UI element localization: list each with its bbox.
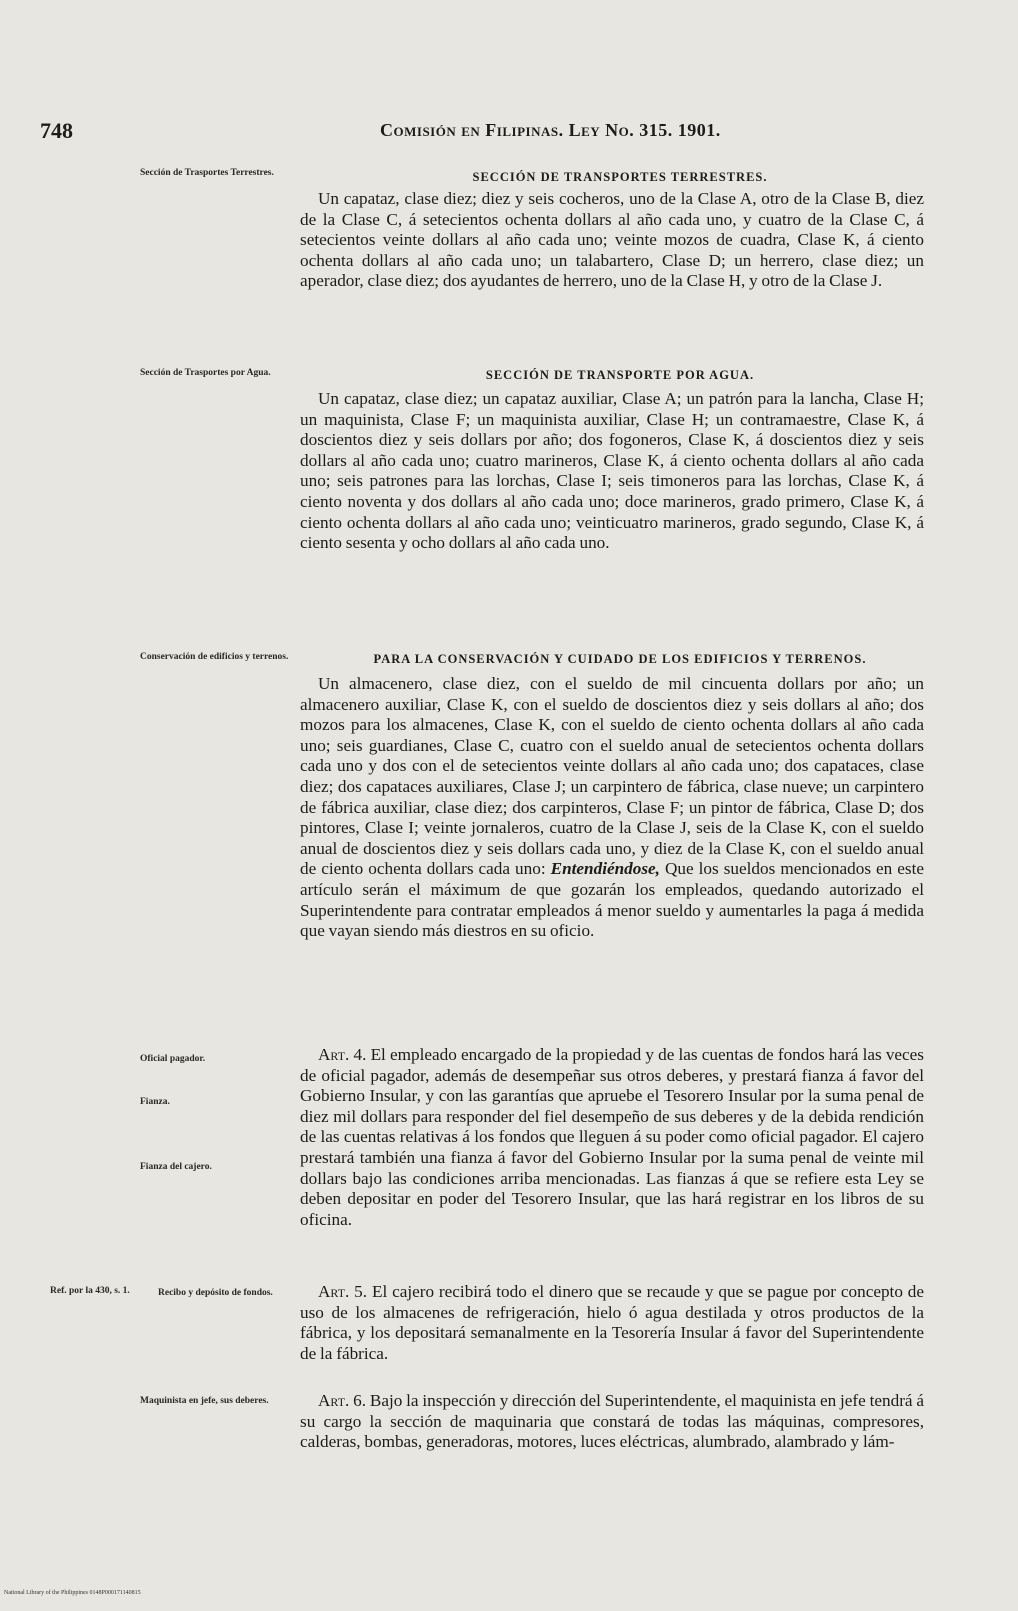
margin-note: Oficial pagador. (140, 1054, 206, 1064)
section-heading: SECCIÓN DE TRANSPORTES TERRESTRES. (472, 170, 768, 184)
page-number: 748 (40, 118, 73, 143)
article-label: Art. 5. (318, 1282, 368, 1301)
paragraph-text: Que los sueldos mencionados en este artículo serán el máximum de que gozarán los empleados, quedando autorizado el Superintendente para contratar empleados á menor sueldo y aumentarles la paga á medida que vayan siendo más diestros en su oficio. (300, 859, 925, 941)
margin-note: Sección de Trasportes Terrestres. (140, 168, 274, 178)
paragraph: Un capataz, clase diez; un capataz auxiliar, Clase A; un patrón para la lancha, Clase H; un maquinista, Clase F; un maquinista auxiliar, Clase H; un contramaestre, Clase K, á doscientos diez y seis dollars por año; dos fogoneros, Clase K, á doscientos diez y seis dollars al año cada uno; cuatro marineros, Clase K, á ciento ochenta dollars al año cada uno; seis patrones para las lorchas, Clase I; seis timoneros para las lorchas, Clase K, á ciento noventa y dos dollars al año cada uno; doce marineros, grado primero, Clase K, á ciento ochenta dollars al año cada uno; veinticuatro marineros, grado segundo, Clase K, á ciento sesenta y ocho dollars al año cada uno. (300, 389, 924, 553)
margin-note-reference: Ref. por la 430, s. 1. (50, 1286, 130, 1296)
margin-note: Fianza del cajero. (140, 1162, 212, 1172)
paragraph-text: Un almacenero, clase diez, con el sueldo de mil cincuenta dollars por año; un almacenero auxiliar, Clase K, con el sueldo de doscientos diez y seis dollars al año; dos mozos para los almacenes, Clase K, con el sueldo de ciento ochenta dollars al año cada uno; seis guardianes, Clase C, cuatro con el sueldo anual de setecientos ochenta dollars cada uno y dos con el de setecientos veinte dollars al año cada uno; dos capataces, clase diez; dos capataces auxiliares, Clase J; un carpintero de fábrica, clase nueve; un carpintero de fábrica auxiliar, clase diez; dos carpinteros, Clase F; un pintor de fábrica, Clase D; dos pintores, Clase I; veinte jornaleros, cuatro de la Clase J, seis de la Clase K, con el sueldo anual de doscientos diez y seis dollars cada uno, y diez de la Clase K, con el sueldo anual de ciento ochenta dollars cada uno: (300, 674, 924, 879)
article-label: Art. 4. (318, 1045, 367, 1064)
section-heading: PARA LA CONSERVACIÓN Y CUIDADO DE LOS EDIFICIOS Y TERRENOS. (373, 652, 867, 666)
margin-note: Fianza. (140, 1097, 170, 1107)
article-4 (300, 1045, 924, 1230)
article-6 (300, 1391, 924, 1453)
margin-note: Sección de Trasportes por Agua. (140, 368, 271, 378)
footer-credit: National Library of the Philippines 0148P000171140815 (4, 1590, 141, 1596)
paragraph (300, 674, 924, 942)
article-label: Art. 6. (318, 1391, 367, 1410)
margin-note: Recibo y depósito de fondos. (158, 1288, 273, 1298)
page-header (40, 118, 920, 148)
article-text: El empleado encargado de la propiedad y de las cuentas de fondos hará las veces de oficial pagador, además de desempeñar sus otros deberes, y prestará fianza á favor del Gobierno Insular, y con las garantías que apruebe el Tesorero Insular por la suma penal de diez mil dollars para responder del fiel desempeño de sus deberes y de la debida rendición de las cuentas relativas á los fondos que lleguen á su poder como oficial pagador. El cajero prestará también una fianza á favor del Gobierno Insular por la suma penal de veinte mil dollars bajo las condiciones arriba mencionadas. Las fianzas á que se refiere esta Ley se deben depositar en poder del Tesorero Insular, que las hará registrar en los libros de su oficina. (300, 1045, 924, 1229)
article-text: Bajo la inspección y dirección del Superintendente, el maquinista en jefe tendrá á su cargo la sección de maquinaria que constará de todas las máquinas, compresores, calderas, bombas, generadoras, motores, luces eléctricas, alumbrado, alambrado y lám- (300, 1391, 925, 1452)
paragraph: Un capataz, clase diez; diez y seis cocheros, uno de la Clase A, otro de la Clase B, diez de la Clase C, á setecientos ochenta dollars al año cada uno, y cuatro de la Clase C, á setecientos veinte dollars al año cada uno; veinte mozos de cuadra, Clase K, á ciento ochenta dollars al año cada uno; un talabartero, Clase D; un herrero, clase diez; un aperador, clase diez; dos ayudantes de herrero, uno de la Clase H, y otro de la Clase J. (300, 189, 924, 291)
article-5 (300, 1282, 924, 1364)
running-title: Comisión en Filipinas. Ley No. 315. 1901. (380, 120, 721, 140)
article-text: El cajero recibirá todo el dinero que se recaude y que se pague por concepto de uso de los almacenes de refrigeración, hielo ó agua destilada y otros productos de la fábrica, y los depositará semanalmente en la Tesorería Insular á favor del Superintendente de la fábrica. (300, 1282, 925, 1363)
margin-note: Maquinista en jefe, sus deberes. (140, 1396, 269, 1406)
margin-note: Conservación de edificios y terrenos. (140, 652, 289, 662)
italic-term: Entendiéndose, (550, 859, 660, 879)
section-heading: SECCIÓN DE TRANSPORTE POR AGUA. (485, 368, 755, 382)
